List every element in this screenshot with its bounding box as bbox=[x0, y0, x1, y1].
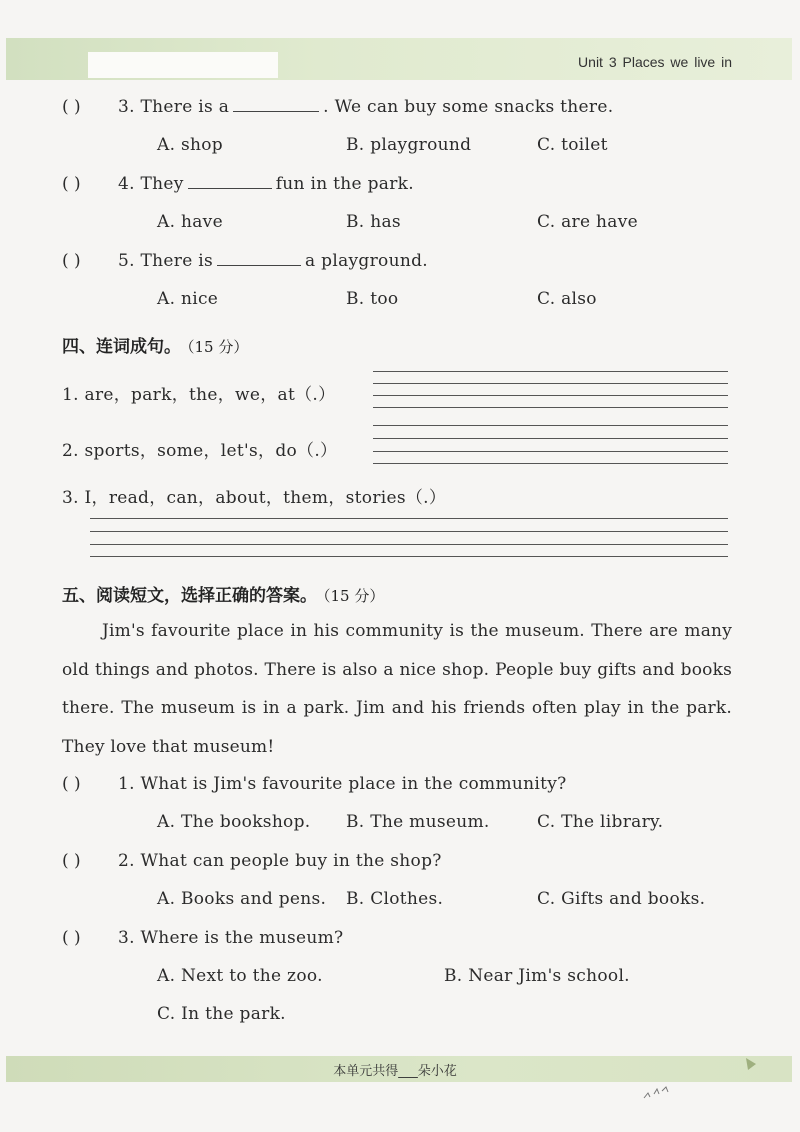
question-stem: 4. They bbox=[118, 174, 184, 194]
fill-blank[interactable] bbox=[188, 187, 272, 189]
header-label-area bbox=[88, 52, 278, 78]
answer-paren[interactable]: ( ) bbox=[62, 251, 81, 271]
option-b: B. Clothes. bbox=[346, 889, 444, 909]
option-c: C. Gifts and books. bbox=[537, 889, 706, 909]
question-stem: 3. There is a bbox=[118, 97, 230, 117]
option-a: A. nice bbox=[157, 289, 219, 309]
writing-line[interactable] bbox=[373, 371, 728, 372]
question-text bbox=[118, 174, 414, 194]
question-text bbox=[118, 251, 428, 271]
question-stem-end: fun in the park. bbox=[275, 174, 414, 194]
writing-line[interactable] bbox=[90, 544, 728, 545]
option-b: B. has bbox=[346, 212, 401, 232]
section-heading: 四、连词成句。 bbox=[62, 337, 181, 357]
sentence-item-2: 2. sports，some，let's，do（.） bbox=[62, 441, 338, 461]
option-a: A. Next to the zoo. bbox=[157, 966, 323, 986]
option-a: A. have bbox=[157, 212, 223, 232]
unit-title: Unit 3 Places we live in bbox=[578, 54, 732, 70]
writing-line[interactable] bbox=[373, 383, 728, 384]
option-c: C. are have bbox=[537, 212, 638, 232]
section-title-4 bbox=[62, 332, 248, 357]
option-a: A. Books and pens. bbox=[157, 889, 327, 909]
option-c: C. The library. bbox=[537, 812, 664, 832]
answer-paren[interactable]: ( ) bbox=[62, 851, 81, 871]
fill-blank[interactable] bbox=[217, 264, 301, 266]
section-title-5 bbox=[62, 581, 384, 606]
fill-blank[interactable] bbox=[233, 110, 319, 112]
flower-icon bbox=[640, 1082, 690, 1102]
writing-line[interactable] bbox=[373, 395, 728, 396]
writing-line[interactable] bbox=[373, 407, 728, 408]
writing-line[interactable] bbox=[90, 556, 728, 557]
writing-line[interactable] bbox=[90, 518, 728, 519]
writing-line[interactable] bbox=[90, 531, 728, 532]
page-corner-icon bbox=[744, 1056, 758, 1082]
question-text bbox=[118, 97, 613, 117]
sentence-item-1: 1. are，park，the，we，at（.） bbox=[62, 385, 336, 405]
section-score: （15 分） bbox=[187, 338, 249, 356]
question-text: 2. What can people buy in the shop? bbox=[118, 851, 442, 871]
answer-paren[interactable]: ( ) bbox=[62, 97, 81, 117]
option-c: C. also bbox=[537, 289, 597, 309]
writing-line[interactable] bbox=[373, 425, 728, 426]
option-c: C. toilet bbox=[537, 135, 608, 155]
sentence-item-3: 3. I，read，can，about，them，stories（.） bbox=[62, 488, 447, 508]
answer-paren[interactable]: ( ) bbox=[62, 174, 81, 194]
option-a: A. The bookshop. bbox=[157, 812, 311, 832]
question-stem-end: . We can buy some snacks there. bbox=[323, 97, 614, 117]
option-c: C. In the park. bbox=[157, 1004, 286, 1024]
footer-score: 本单元共得___朵小花 bbox=[333, 1064, 457, 1079]
writing-line[interactable] bbox=[373, 463, 728, 464]
writing-line[interactable] bbox=[373, 438, 728, 439]
reading-passage bbox=[62, 612, 732, 766]
option-a: A. shop bbox=[157, 135, 223, 155]
option-b: B. The museum. bbox=[346, 812, 490, 832]
option-b: B. playground bbox=[346, 135, 472, 155]
writing-line[interactable] bbox=[373, 451, 728, 452]
question-text: 3. Where is the museum? bbox=[118, 928, 344, 948]
option-b: B. too bbox=[346, 289, 399, 309]
answer-paren[interactable]: ( ) bbox=[62, 928, 81, 948]
question-stem-end: a playground. bbox=[305, 251, 428, 271]
section-heading: 五、阅读短文，选择正确的答案。 bbox=[62, 586, 317, 606]
answer-paren[interactable]: ( ) bbox=[62, 774, 81, 794]
question-stem: 5. There is bbox=[118, 251, 214, 271]
option-b: B. Near Jim's school. bbox=[444, 966, 630, 986]
section-score: （15 分） bbox=[323, 587, 385, 605]
question-text: 1. What is Jim's favourite place in the community? bbox=[118, 774, 567, 794]
passage-text: Jim's favourite place in his community is the museum. There are many old things and photos. There is also a nice shop. People buy gifts and books there. The museum is in a park. Jim and his friends often play in the park. They love that museum! bbox=[62, 621, 732, 757]
